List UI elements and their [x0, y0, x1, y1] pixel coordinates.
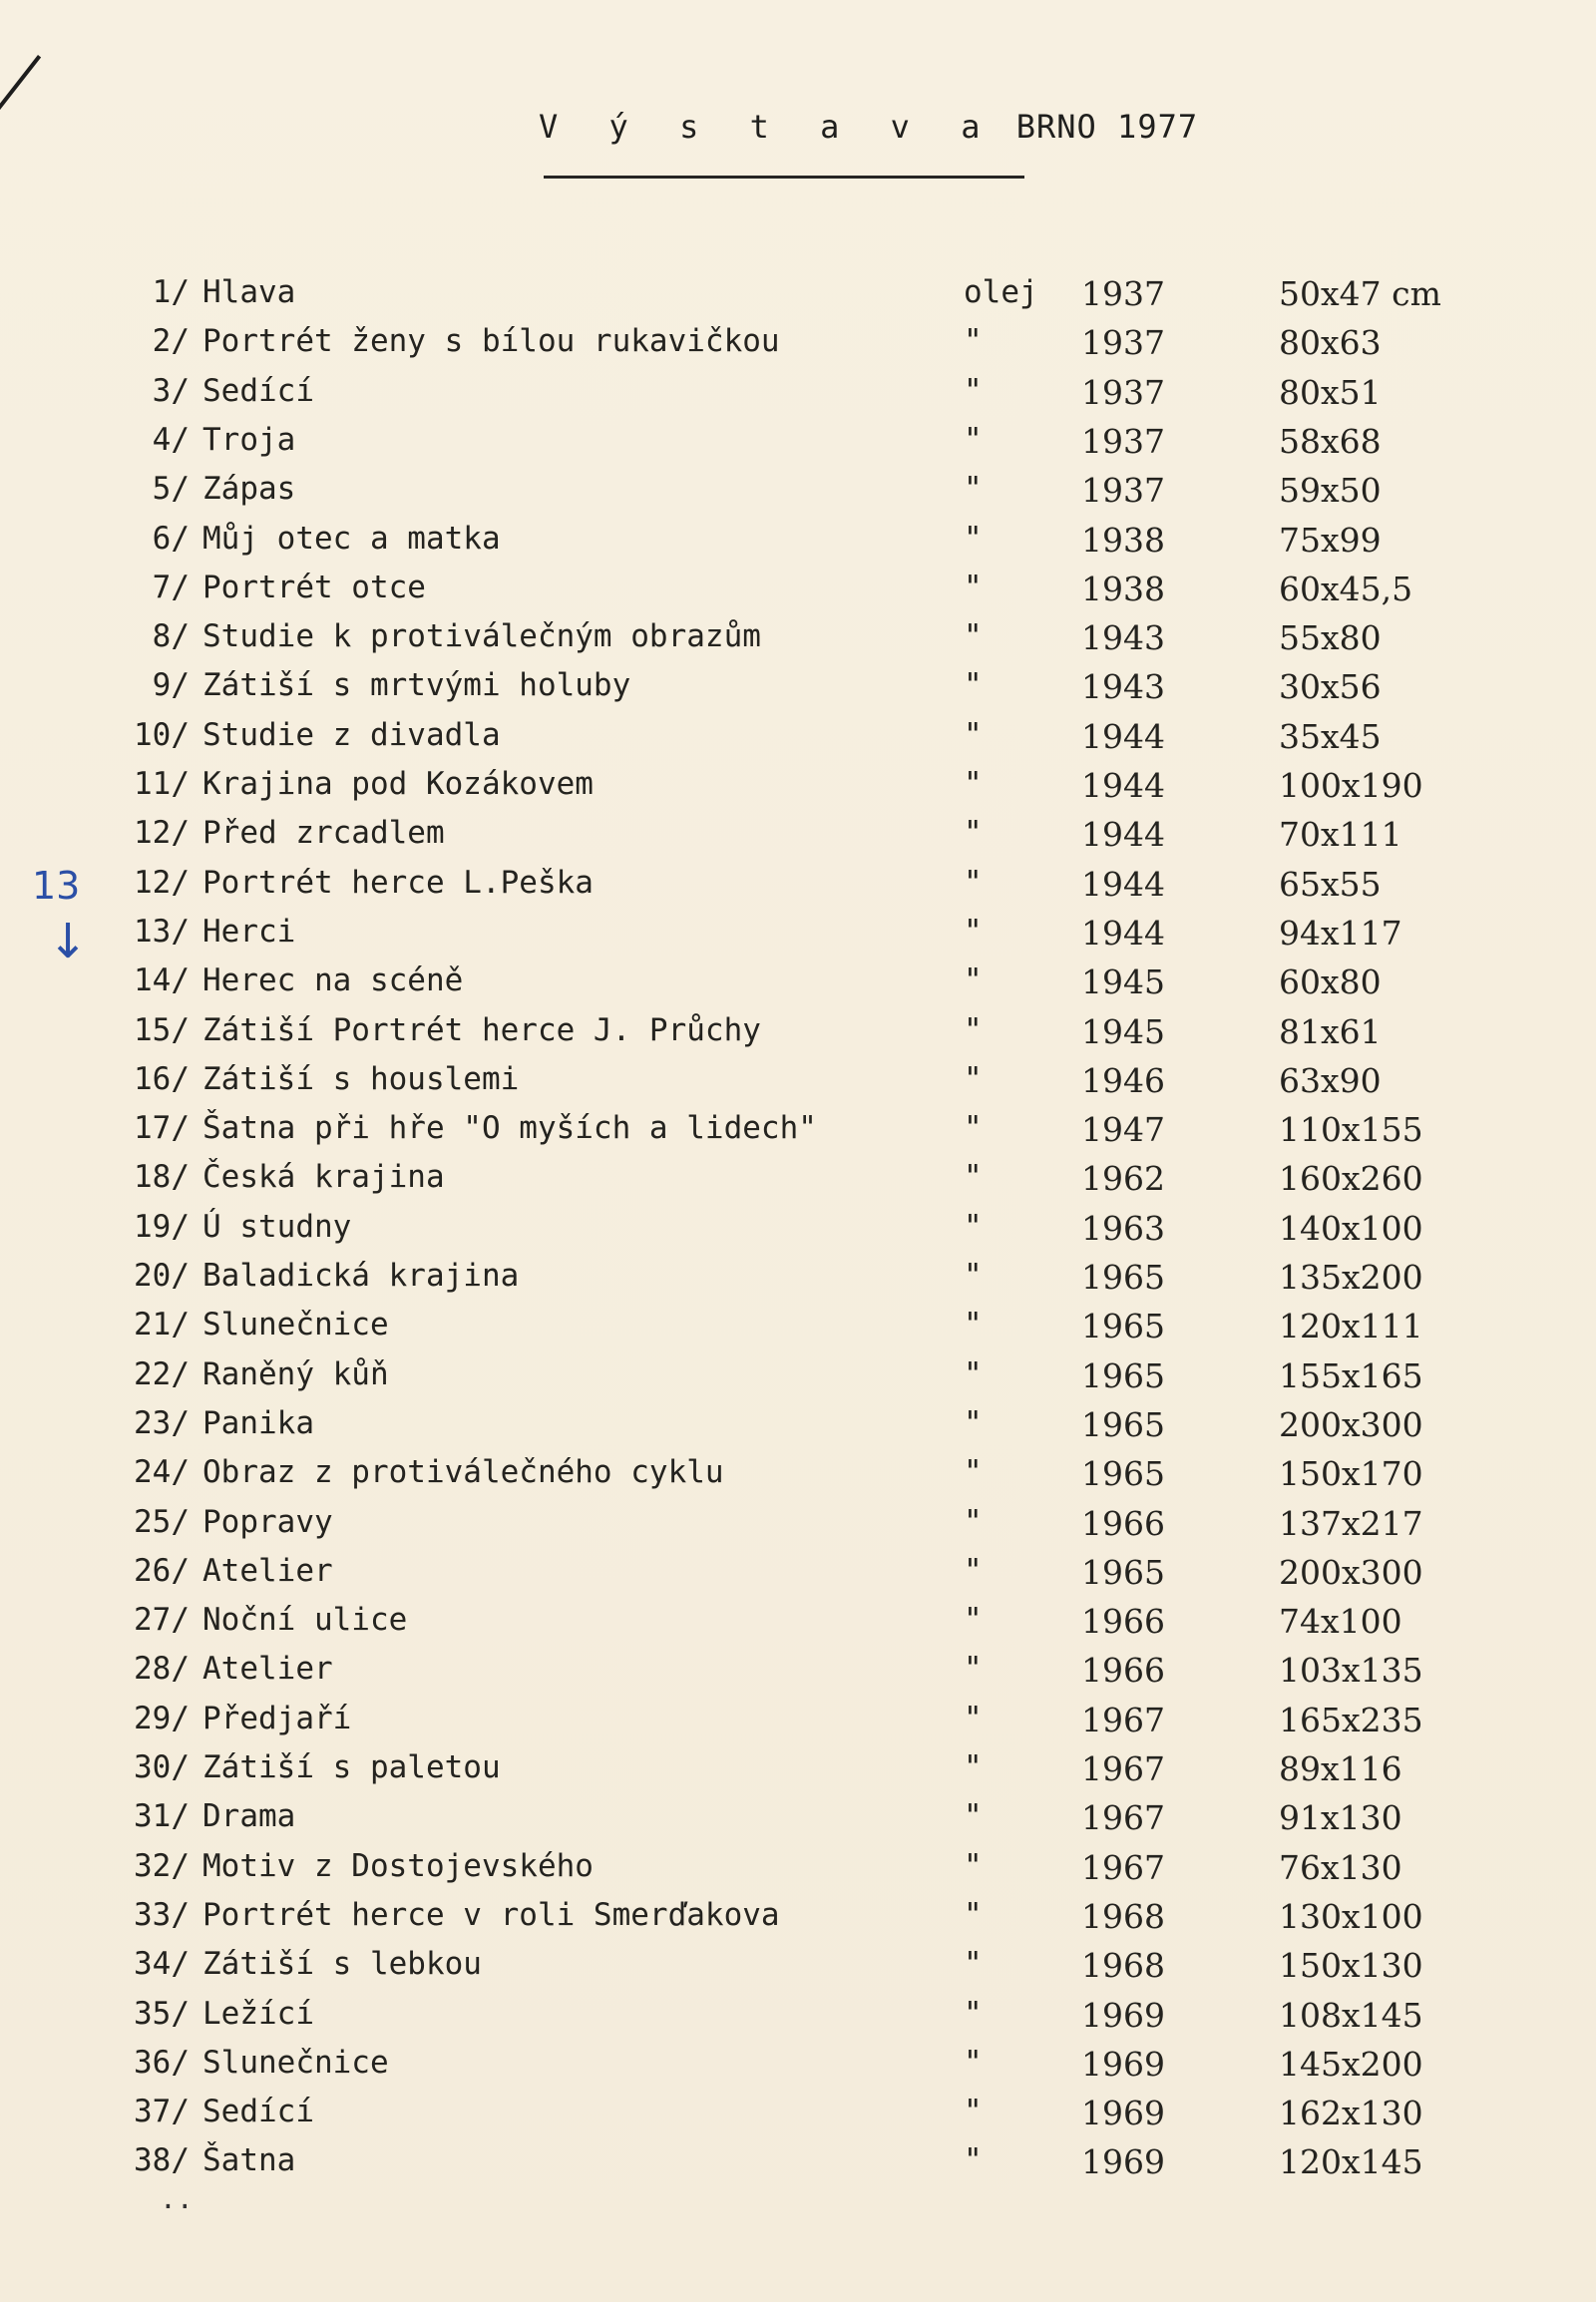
- artwork-title: Drama: [202, 1798, 296, 1834]
- item-number: 5/: [152, 471, 190, 507]
- item-number: 14/: [134, 962, 190, 998]
- artwork-medium: ": [964, 1651, 983, 1687]
- artwork-medium: ": [964, 1110, 983, 1146]
- artwork-medium: ": [964, 962, 983, 998]
- artwork-size: 135x200: [1279, 1258, 1423, 1297]
- artwork-size: 145x200: [1279, 2045, 1423, 2084]
- artwork-year: 1967: [1081, 1701, 1165, 1739]
- item-number: 22/: [134, 1356, 190, 1392]
- item-number: 7/: [152, 570, 190, 605]
- artwork-title: Studie k protiválečným obrazům: [202, 618, 761, 654]
- page-title: [539, 108, 1198, 146]
- list-item: [0, 1258, 1596, 1304]
- item-number: 12/: [134, 815, 190, 851]
- artwork-title: Panika: [202, 1405, 314, 1441]
- artwork-medium: ": [964, 1209, 983, 1245]
- artwork-medium: ": [964, 618, 983, 654]
- list-item: [0, 1798, 1596, 1844]
- artwork-title: Raněný kůň: [202, 1356, 389, 1392]
- item-number: 12/: [134, 865, 190, 901]
- artwork-medium: ": [964, 1258, 983, 1294]
- list-item: [0, 1356, 1596, 1402]
- list-item: [0, 2094, 1596, 2139]
- artwork-size: 80x51: [1279, 373, 1382, 412]
- artwork-year: 1965: [1081, 1307, 1165, 1345]
- item-number: 1/: [152, 274, 190, 310]
- list-item: [0, 667, 1596, 713]
- artwork-size: 74x100: [1279, 1602, 1402, 1641]
- list-item: [0, 2045, 1596, 2091]
- artwork-medium: ": [964, 1996, 983, 2032]
- artwork-size: 103x135: [1279, 1651, 1423, 1690]
- trailing-ditto: ..: [160, 2182, 194, 2215]
- artwork-size: 50x47 cm: [1279, 274, 1441, 313]
- artwork-title: Ú studny: [202, 1209, 352, 1245]
- list-item: [0, 1701, 1596, 1746]
- artwork-medium: ": [964, 2094, 983, 2129]
- artwork-year: 1945: [1081, 1012, 1165, 1051]
- artwork-title: Portrét otce: [202, 570, 426, 605]
- artwork-title: Sedící: [202, 2094, 314, 2129]
- artwork-title: Zátiší s mrtvými holuby: [202, 667, 631, 703]
- artwork-year: 1968: [1081, 1946, 1165, 1985]
- artwork-title: Před zrcadlem: [202, 815, 445, 851]
- artwork-year: 1966: [1081, 1602, 1165, 1641]
- artwork-year: 1965: [1081, 1405, 1165, 1444]
- pen-slash-mark: [0, 55, 47, 133]
- artwork-size: 75x99: [1279, 521, 1382, 560]
- artwork-size: 63x90: [1279, 1061, 1382, 1100]
- item-number: 35/: [134, 1996, 190, 2032]
- artwork-size: 59x50: [1279, 471, 1382, 510]
- artwork-medium: ": [964, 1553, 983, 1589]
- artwork-year: 1967: [1081, 1798, 1165, 1837]
- artwork-year: 1947: [1081, 1110, 1165, 1149]
- artwork-size: 60x80: [1279, 962, 1382, 1001]
- artwork-medium: ": [964, 1159, 983, 1195]
- artwork-title: Atelier: [202, 1553, 333, 1589]
- list-item: [0, 274, 1596, 320]
- list-item: [0, 422, 1596, 468]
- artwork-year: 1943: [1081, 618, 1165, 657]
- item-number: 27/: [134, 1602, 190, 1638]
- artwork-medium: ": [964, 1356, 983, 1392]
- artwork-title: Zátiší s houslemi: [202, 1061, 520, 1097]
- artwork-medium: ": [964, 1061, 983, 1097]
- artwork-year: 1945: [1081, 962, 1165, 1001]
- artwork-title: Portrét herce L.Peška: [202, 865, 594, 901]
- item-number: 34/: [134, 1946, 190, 1982]
- list-item: [0, 1110, 1596, 1156]
- artwork-size: 58x68: [1279, 422, 1382, 461]
- artwork-year: 1944: [1081, 914, 1165, 953]
- item-number: 25/: [134, 1504, 190, 1540]
- artwork-medium: ": [964, 1749, 983, 1785]
- list-item: [0, 323, 1596, 369]
- artwork-medium: ": [964, 1504, 983, 1540]
- artwork-title: Krajina pod Kozákovem: [202, 766, 594, 802]
- artwork-medium: ": [964, 471, 983, 507]
- artwork-title: Zátiší s paletou: [202, 1749, 501, 1785]
- artwork-size: 150x130: [1279, 1946, 1423, 1985]
- list-item: [0, 1454, 1596, 1500]
- artwork-year: 1943: [1081, 667, 1165, 706]
- artwork-title: Motiv z Dostojevského: [202, 1848, 594, 1884]
- artwork-year: 1968: [1081, 1897, 1165, 1936]
- artwork-size: 108x145: [1279, 1996, 1423, 2035]
- artwork-year: 1965: [1081, 1454, 1165, 1493]
- artwork-medium: ": [964, 766, 983, 802]
- item-number: 38/: [134, 2142, 190, 2178]
- artwork-title: Můj otec a matka: [202, 521, 501, 557]
- item-number: 15/: [134, 1012, 190, 1048]
- artwork-title: Portrét ženy s bílou rukavičkou: [202, 323, 780, 359]
- artwork-size: 55x80: [1279, 618, 1382, 657]
- artwork-year: 1967: [1081, 1848, 1165, 1887]
- item-number: 19/: [134, 1209, 190, 1245]
- item-number: 20/: [134, 1258, 190, 1294]
- artwork-medium: ": [964, 1454, 983, 1490]
- item-number: 33/: [134, 1897, 190, 1933]
- artwork-year: 1944: [1081, 815, 1165, 854]
- artwork-size: 60x45,5: [1279, 570, 1413, 608]
- artwork-medium: ": [964, 1602, 983, 1638]
- artwork-year: 1969: [1081, 1996, 1165, 2035]
- list-item: [0, 914, 1596, 959]
- item-number: 17/: [134, 1110, 190, 1146]
- artwork-medium: ": [964, 1405, 983, 1441]
- artwork-size: 65x55: [1279, 865, 1382, 904]
- artwork-size: 80x63: [1279, 323, 1382, 362]
- artwork-title: Slunečnice: [202, 1307, 389, 1343]
- item-number: 24/: [134, 1454, 190, 1490]
- artwork-size: 30x56: [1279, 667, 1382, 706]
- artwork-size: 120x145: [1279, 2142, 1423, 2181]
- artwork-size: 165x235: [1279, 1701, 1423, 1739]
- item-number: 10/: [134, 717, 190, 753]
- artwork-medium: ": [964, 1946, 983, 1982]
- artwork-medium: ": [964, 2045, 983, 2081]
- artwork-size: 130x100: [1279, 1897, 1423, 1936]
- list-item: [0, 521, 1596, 567]
- artwork-medium: ": [964, 1012, 983, 1048]
- artwork-year: 1938: [1081, 521, 1165, 560]
- title-prefix: V ý s t a v a: [539, 108, 997, 146]
- list-item: [0, 962, 1596, 1008]
- item-number: 18/: [134, 1159, 190, 1195]
- list-item: [0, 1504, 1596, 1550]
- artwork-title: Ležící: [202, 1996, 314, 2032]
- artwork-year: 1937: [1081, 323, 1165, 362]
- item-number: 21/: [134, 1307, 190, 1343]
- handwritten-number: 13: [32, 864, 81, 908]
- artwork-year: 1969: [1081, 2142, 1165, 2181]
- item-number: 29/: [134, 1701, 190, 1736]
- list-item: [0, 1651, 1596, 1697]
- artwork-title: Noční ulice: [202, 1602, 408, 1638]
- artwork-year: 1937: [1081, 373, 1165, 412]
- artwork-title: Baladická krajina: [202, 1258, 520, 1294]
- list-item: [0, 1946, 1596, 1992]
- artwork-medium: ": [964, 1897, 983, 1933]
- artwork-title: Herec na scéně: [202, 962, 464, 998]
- artwork-medium: ": [964, 914, 983, 950]
- title-suffix: BRNO 1977: [1015, 108, 1199, 146]
- artwork-year: 1965: [1081, 1553, 1165, 1592]
- artwork-title: Hlava: [202, 274, 296, 310]
- artwork-year: 1967: [1081, 1749, 1165, 1788]
- artwork-year: 1962: [1081, 1159, 1165, 1198]
- artwork-title: Slunečnice: [202, 2045, 389, 2081]
- artwork-title: Herci: [202, 914, 296, 950]
- artwork-title: Atelier: [202, 1651, 333, 1687]
- artwork-size: 137x217: [1279, 1504, 1423, 1543]
- artwork-year: 1965: [1081, 1356, 1165, 1395]
- list-item: [0, 373, 1596, 419]
- item-number: 11/: [134, 766, 190, 802]
- artwork-size: 76x130: [1279, 1848, 1402, 1887]
- artwork-year: 1969: [1081, 2045, 1165, 2084]
- artwork-size: 100x190: [1279, 766, 1423, 805]
- list-item: [0, 766, 1596, 812]
- item-number: 28/: [134, 1651, 190, 1687]
- list-item: [0, 1897, 1596, 1943]
- artwork-year: 1944: [1081, 766, 1165, 805]
- list-item: [0, 1061, 1596, 1107]
- artwork-size: 200x300: [1279, 1553, 1423, 1592]
- list-item: [0, 570, 1596, 615]
- artwork-year: 1937: [1081, 471, 1165, 510]
- artwork-size: 110x155: [1279, 1110, 1423, 1149]
- artwork-size: 200x300: [1279, 1405, 1423, 1444]
- list-item: [0, 471, 1596, 517]
- list-item: [0, 2142, 1596, 2188]
- artwork-medium: ": [964, 667, 983, 703]
- artwork-title: Šatna při hře "O myších a lidech": [202, 1110, 817, 1146]
- artwork-year: 1944: [1081, 717, 1165, 756]
- artwork-year: 1969: [1081, 2094, 1165, 2132]
- artwork-size: 35x45: [1279, 717, 1382, 756]
- item-number: 2/: [152, 323, 190, 359]
- artwork-title: Obraz z protiválečného cyklu: [202, 1454, 724, 1490]
- artwork-title: Šatna: [202, 2142, 296, 2178]
- item-number: 16/: [134, 1061, 190, 1097]
- artwork-year: 1937: [1081, 274, 1165, 313]
- artwork-title: Česká krajina: [202, 1159, 445, 1195]
- artwork-size: 160x260: [1279, 1159, 1423, 1198]
- list-item: [0, 1209, 1596, 1255]
- list-item: [0, 1996, 1596, 2042]
- artwork-title: Zátiší Portrét herce J. Průchy: [202, 1012, 761, 1048]
- artwork-title: Předjaří: [202, 1701, 352, 1736]
- artwork-medium: ": [964, 521, 983, 557]
- artwork-size: 120x111: [1279, 1307, 1423, 1345]
- artwork-size: 140x100: [1279, 1209, 1423, 1248]
- item-number: 23/: [134, 1405, 190, 1441]
- list-item: [0, 618, 1596, 664]
- artwork-medium: ": [964, 1307, 983, 1343]
- artwork-year: 1966: [1081, 1504, 1165, 1543]
- artwork-year: 1963: [1081, 1209, 1165, 1248]
- artwork-size: 94x117: [1279, 914, 1402, 953]
- artwork-size: 155x165: [1279, 1356, 1423, 1395]
- handwritten-arrow-icon: ↓: [48, 914, 89, 969]
- artwork-year: 1944: [1081, 865, 1165, 904]
- item-number: 36/: [134, 2045, 190, 2081]
- item-number: 8/: [152, 618, 190, 654]
- list-item: [0, 1553, 1596, 1599]
- list-item: [0, 1307, 1596, 1352]
- list-item: [0, 1749, 1596, 1795]
- artwork-title: Studie z divadla: [202, 717, 501, 753]
- artwork-medium: ": [964, 422, 983, 458]
- artwork-size: 81x61: [1279, 1012, 1382, 1051]
- artwork-medium: ": [964, 570, 983, 605]
- list-item: [0, 1602, 1596, 1648]
- item-number: 31/: [134, 1798, 190, 1834]
- artwork-title: Sedící: [202, 373, 314, 409]
- artwork-size: 162x130: [1279, 2094, 1423, 2132]
- item-number: 3/: [152, 373, 190, 409]
- artwork-title: Troja: [202, 422, 296, 458]
- item-number: 32/: [134, 1848, 190, 1884]
- artwork-medium: ": [964, 2142, 983, 2178]
- list-item: [0, 1848, 1596, 1894]
- item-number: 9/: [152, 667, 190, 703]
- artwork-title: Portrét herce v roli Smerďakova: [202, 1897, 780, 1933]
- item-number: 13/: [134, 914, 190, 950]
- list-item: [0, 1159, 1596, 1205]
- list-item: [0, 1012, 1596, 1058]
- list-item: [0, 717, 1596, 763]
- artwork-medium: ": [964, 865, 983, 901]
- artwork-title: Zátiší s lebkou: [202, 1946, 482, 1982]
- artwork-year: 1966: [1081, 1651, 1165, 1690]
- artwork-title: Zápas: [202, 471, 296, 507]
- artwork-year: 1937: [1081, 422, 1165, 461]
- item-number: 26/: [134, 1553, 190, 1589]
- list-item: [0, 1405, 1596, 1451]
- artwork-year: 1965: [1081, 1258, 1165, 1297]
- title-underline: [544, 176, 1024, 179]
- item-number: 6/: [152, 521, 190, 557]
- artwork-year: 1946: [1081, 1061, 1165, 1100]
- artwork-size: 150x170: [1279, 1454, 1423, 1493]
- item-number: 4/: [152, 422, 190, 458]
- artwork-size: 89x116: [1279, 1749, 1402, 1788]
- artwork-size: 91x130: [1279, 1798, 1402, 1837]
- artwork-medium: ": [964, 373, 983, 409]
- artwork-size: 70x111: [1279, 815, 1402, 854]
- artwork-medium: ": [964, 323, 983, 359]
- artwork-title: Popravy: [202, 1504, 333, 1540]
- artwork-medium: ": [964, 717, 983, 753]
- list-item: [0, 815, 1596, 861]
- artwork-year: 1938: [1081, 570, 1165, 608]
- artwork-medium: olej: [964, 274, 1038, 310]
- item-number: 30/: [134, 1749, 190, 1785]
- artwork-medium: ": [964, 1848, 983, 1884]
- artwork-medium: ": [964, 1798, 983, 1834]
- artwork-medium: ": [964, 815, 983, 851]
- item-number: 37/: [134, 2094, 190, 2129]
- artwork-medium: ": [964, 1701, 983, 1736]
- list-item: [0, 865, 1596, 911]
